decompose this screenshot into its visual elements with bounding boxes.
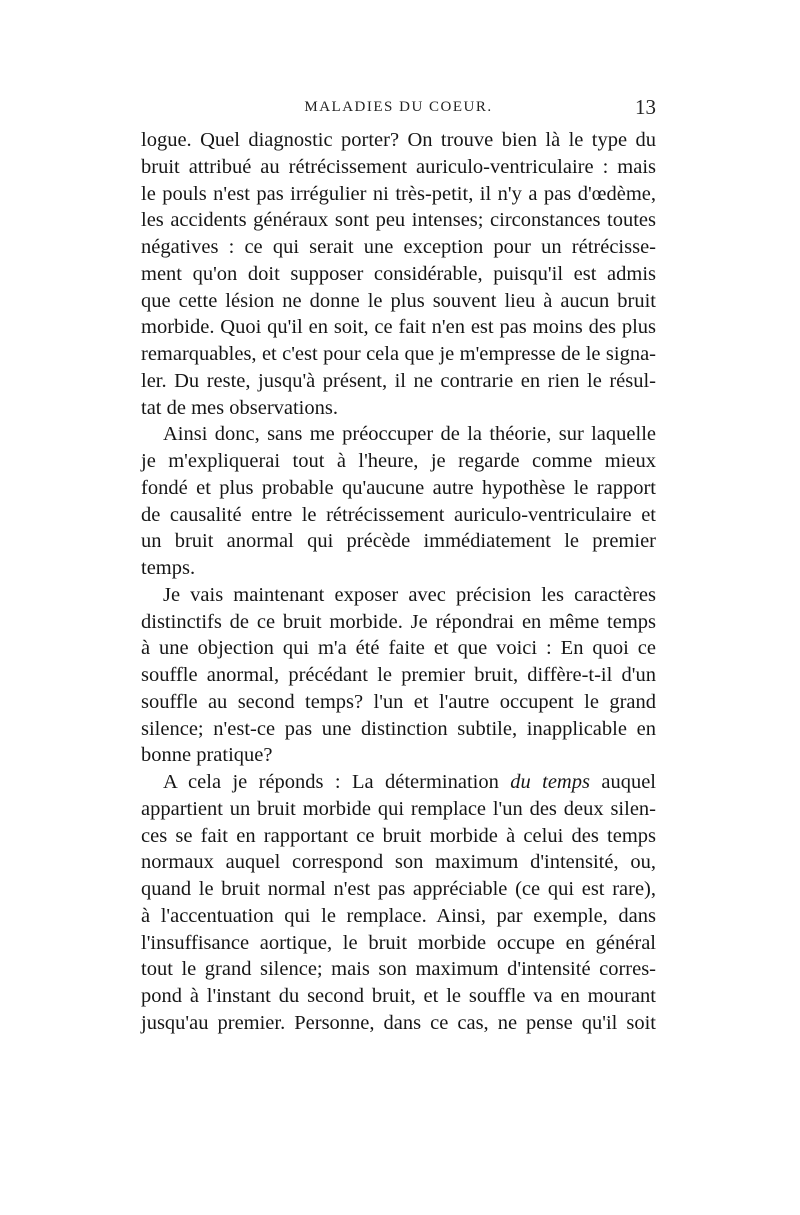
text-line: Ainsi donc, sans me préoccuper de la théorie, sur laquelle: [163, 423, 656, 446]
text-line: quand le bruit normal n'est pas appréciable (ce qui est rare),: [141, 878, 656, 900]
italic-emphasis: du temps: [510, 771, 590, 793]
text-line: remarquables, et c'est pour cela que je m'empresse de le signa-: [141, 343, 656, 365]
text-line: souffle au second temps? l'un et l'autre occupent le grand: [141, 690, 656, 713]
text-line: un bruit anormal qui précède immédiatement le premier: [141, 530, 656, 553]
text-line: souffle anormal, précédant le premier bruit, diffère-t-il d'un: [141, 664, 656, 686]
text-line: appartient un bruit morbide qui remplace l'un des deux silen-: [141, 797, 656, 820]
text-line: les accidents généraux sont peu intenses; circonstances toutes: [141, 209, 656, 232]
text-line: négatives : ce qui serait une exception pour un rétrécisse-: [141, 236, 656, 258]
text-line: logue. Quel diagnostic porter? On trouve bien là le type du: [141, 129, 656, 151]
text-line: l'insuffisance aortique, le bruit morbide occupe en général: [141, 931, 656, 954]
text-line: normaux auquel correspond son maximum d'intensité, ou,: [141, 851, 656, 874]
text-line: tat de mes observations.: [141, 396, 338, 419]
text-line: silence; n'est-ce pas une distinction subtile, inapplicable en: [141, 717, 656, 740]
body-text: [141, 127, 656, 1037]
text-line: je m'expliquerai tout à l'heure, je regarde comme mieux: [141, 450, 656, 472]
text-line: morbide. Quoi qu'il en soit, ce fait n'en est pas moins des plus: [141, 316, 656, 339]
text-line: de causalité entre le rétrécissement auriculo-ventriculaire et: [141, 503, 656, 526]
text-line: temps.: [141, 557, 196, 579]
text-line: à une objection qui m'a été faite et que voici : En quoi ce: [141, 637, 656, 660]
text-line: fondé et plus probable qu'aucune autre hypothèse le rapport: [141, 476, 656, 499]
text-line: à l'accentuation qui le remplace. Ainsi, par exemple, dans: [141, 904, 656, 927]
text-line: pond à l'instant du second bruit, et le souffle va en mourant: [141, 985, 656, 1007]
text-line: distinctifs de ce bruit morbide. Je répondrai en même temps: [141, 610, 656, 633]
running-title: MALADIES DU COEUR.: [304, 99, 493, 115]
text-line: bruit attribué au rétrécissement auriculo-ventriculaire : mais: [141, 155, 656, 178]
text-line: [141, 769, 656, 796]
text-line: ment qu'on doit supposer considérable, puisqu'il est admis: [141, 262, 656, 285]
text-line: le pouls n'est pas irrégulier ni très-petit, il n'y a pas d'œdème,: [141, 182, 656, 205]
text-segment: A cela je réponds : La détermination: [163, 771, 511, 793]
text-line: jusqu'au premier. Personne, dans ce cas, ne pense qu'il soit: [141, 1011, 656, 1034]
page-number: 13: [635, 95, 656, 119]
running-head: [141, 95, 656, 125]
text-line: bonne pratique?: [141, 744, 273, 767]
text-line: ler. Du reste, jusqu'à présent, il ne contrarie en rien le résul-: [141, 369, 656, 392]
text-line: tout le grand silence; mais son maximum d'intensité corres-: [141, 958, 656, 981]
text-line: ces se fait en rapportant ce bruit morbide à celui des temps: [141, 824, 656, 847]
text-segment: auquel: [589, 771, 656, 793]
text-line: Je vais maintenant exposer avec précision les caractères: [163, 583, 656, 606]
text-line: que cette lésion ne donne le plus souvent lieu à aucun bruit: [141, 289, 656, 312]
